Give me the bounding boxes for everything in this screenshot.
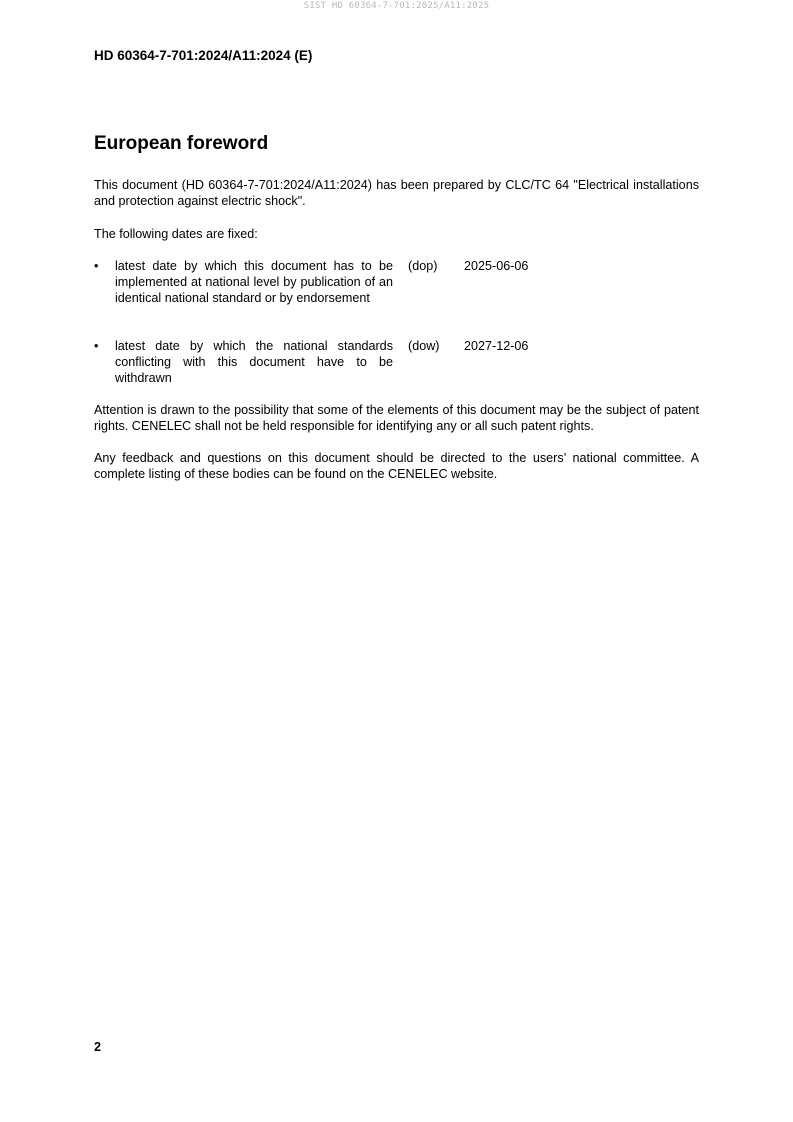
date-value: 2025-06-06 xyxy=(464,259,529,273)
foreword-paragraph-3: Attention is drawn to the possibility that some of the elements of this document may be the subject of patent rights. CENELEC shall not be held responsible for identifying any or all such patent rights. xyxy=(94,403,699,433)
watermark: SIST HD 60364-7-701:2025/A11:2025 xyxy=(303,1,490,11)
date-value: 2027-12-06 xyxy=(464,339,529,353)
page-number: 2 xyxy=(94,1040,102,1054)
date-code: (dop) xyxy=(408,259,438,273)
date-description: latest date by which this document has to be implemented at national level by publication of an identical national standard or by endorsement xyxy=(115,259,393,305)
date-description: latest date by which the national standards conflicting with this document have to be withdrawn xyxy=(115,339,393,385)
date-code: (dow) xyxy=(408,339,440,353)
foreword-paragraph-2: The following dates are fixed: xyxy=(94,227,258,241)
foreword-paragraph-4: Any feedback and questions on this document should be directed to the users’ national committee. A complete listing of these bodies can be found on the CENELEC website. xyxy=(94,451,699,481)
foreword-paragraph-1: This document (HD 60364-7-701:2024/A11:2024) has been prepared by CLC/TC 64 "Electrical installations and protection against electric shock". xyxy=(94,178,699,208)
document-header: HD 60364-7-701:2024/A11:2024 (E) xyxy=(94,48,313,63)
section-title: European foreword xyxy=(94,133,269,154)
bullet: • xyxy=(94,339,99,353)
bullet: • xyxy=(94,259,99,273)
